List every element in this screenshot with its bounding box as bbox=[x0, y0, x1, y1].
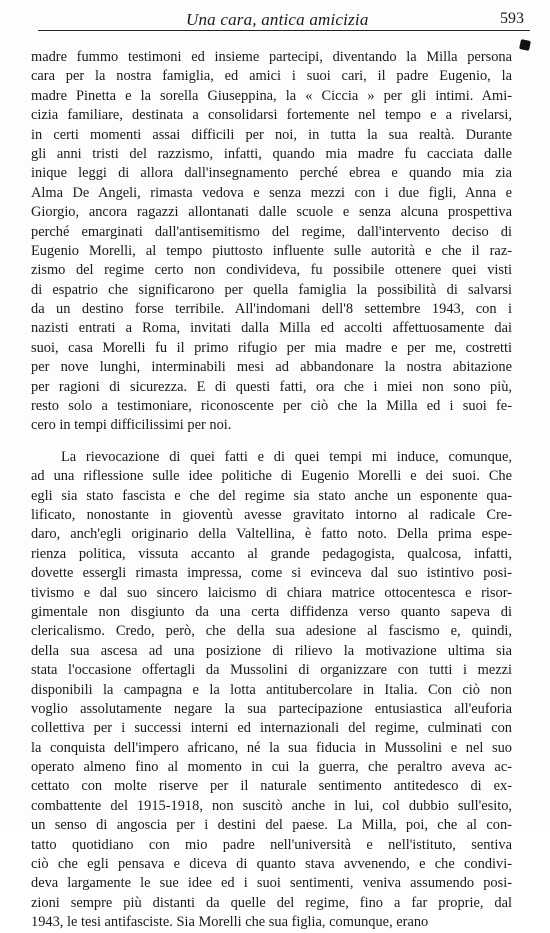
running-title: Una cara, antica amicizia bbox=[186, 10, 369, 29]
text-line: cara per la nostra famiglia, ed amici i suoi cari, il padre Eugenio, la bbox=[31, 68, 512, 85]
text-line: disponibili la campagna e la lotta antitubercolare in Italia. Con ciò non bbox=[31, 681, 512, 698]
text-line: ad una riflessione sulle idee politiche di Eugenio Morelli e dei suoi. Che bbox=[31, 468, 512, 485]
text-line: madre fummo testimoni ed insieme partecipi, diventando la Milla persona bbox=[31, 49, 512, 65]
text-line: operato almeno fino al momento in cui la guerra, che peraltro aveva ac- bbox=[31, 759, 512, 776]
text-line: della sua ascesa ad una posizione di rilievo la motivazione ultima sia bbox=[31, 642, 512, 659]
text-line: Giorgio, ancora ragazzi allontanati dalle scuole e senza alcuna prospettiva bbox=[31, 204, 512, 221]
text-line: tatto quotidiano con mio padre nell'università e nell'istituto, sentiva bbox=[31, 836, 512, 853]
text-line: deva largamente le sue idee ed i suoi sentimenti, veniva assumendo posi- bbox=[31, 875, 512, 892]
text-line: tivismo e dal suo sincero laicismo di chiara matrice ottocentesca e risor- bbox=[31, 584, 512, 601]
text-line: gli anni tristi del razzismo, infatti, quando mia madre fu cacciata dalle bbox=[31, 145, 512, 162]
text-line: voglio assolutamente negare la sua partecipazione entusiastica all'euforia bbox=[31, 700, 512, 717]
body-text bbox=[31, 48, 512, 933]
paragraph bbox=[31, 448, 512, 933]
text-line: di espatrio che significarono per quella famiglia la possibilità di salvarsi bbox=[31, 281, 512, 298]
text-line: zioni sempre più distanti da quelle del regime, fino a far proprie, dal bbox=[31, 894, 512, 911]
text-line: collettiva per i successi interni ed internazionali del regime, culminati con bbox=[31, 720, 512, 737]
text-line: gimentale non disgiunto da una certa diffidenza verso quanto sapeva di bbox=[31, 603, 512, 620]
text-line: da un destino forse terribile. All'indomani dell'8 settembre 1943, con i bbox=[31, 301, 512, 318]
text-line: Eugenio Morelli, al tempo piuttosto influente sulle autorità e che il raz- bbox=[31, 242, 512, 259]
ink-mark bbox=[519, 39, 531, 51]
text-line: clericalismo. Credo, però, che della sua adesione al fascismo e, quindi, bbox=[31, 623, 512, 640]
text-line: inique leggi di allora dall'insegnamento perché ebrea e quando mia zia bbox=[31, 165, 512, 182]
text-line: nazisti entrati a Roma, invitati dalla Milla ed accolti affettuosamente dai bbox=[31, 320, 512, 337]
text-line: madre Pinetta e la sorella Giuseppina, la « Ciccia » per gli intimi. Ami- bbox=[31, 87, 512, 104]
text-line: La rievocazione di quei fatti e di quei tempi mi induce, comunque, bbox=[61, 448, 512, 465]
paragraph-gap bbox=[31, 436, 512, 448]
page-header bbox=[38, 4, 530, 31]
text-line: cizia familiare, destinata a consolidarsi fortemente nel tempo e a rivelarsi, bbox=[31, 107, 512, 124]
text-line: 1943, le tesi antifasciste. Sia Morelli che sua figlia, comunque, erano bbox=[31, 914, 429, 931]
text-line: rienza politica, vissuta accanto al grande pedagogista, qualcosa, infatti, bbox=[31, 545, 512, 562]
text-line: in certi momenti assai difficili per noi, in tutta la sua realtà. Durante bbox=[31, 126, 512, 143]
text-line: per nove lunghi, interminabili mesi ad abbandonare la nostra abitazione bbox=[31, 359, 512, 376]
text-line: combattente del 1915-1918, non suscitò anche in lui, col dubbio sull'esito, bbox=[31, 797, 512, 814]
text-line: lificato, nonostante in gioventù avesse gravitato intorno al radicale Cre- bbox=[31, 506, 512, 523]
text-line: cero in tempi difficilissimi per noi. bbox=[31, 417, 232, 434]
text-line: per ragioni di sicurezza. E di questi fatti, ora che i miei non sono più, bbox=[31, 378, 512, 395]
text-line: dovette essergli rimasta impressa, come si evinceva dal suo istintivo posi- bbox=[31, 565, 512, 582]
text-line: cettato con molte riserve per il naturale sentimento antitedesco di ex- bbox=[31, 778, 512, 795]
text-line: ciò che egli pensava e diceva di quanto stava avvenendo, e che condivi- bbox=[31, 856, 512, 873]
text-line: Alma De Angeli, rimasta vedova e senza mezzi con i due figli, Anna e bbox=[31, 184, 512, 201]
text-line: suoi, casa Morelli fu il primo rifugio per mia madre e per me, costretti bbox=[31, 339, 512, 356]
text-line: zismo del regime certo non condivideva, fu possibile ottenere quei visti bbox=[31, 262, 512, 279]
text-line: resto solo a testimoniare, riconoscente per ciò che la Milla ed i suoi fe- bbox=[31, 398, 512, 415]
text-line: la conquista dell'impero africano, né la sua fiducia in Mussolini e nel suo bbox=[31, 739, 512, 756]
text-line: egli sia stato fascista e che del regime sia stato anche un esponente qua- bbox=[31, 487, 512, 504]
page-number: 593 bbox=[500, 10, 524, 27]
text-line: stata l'occasione offertagli da Mussolini di organizzare con tutti i mezzi bbox=[31, 662, 512, 679]
text-line: perché emarginati dall'antisemitismo del regime, dall'intervento deciso di bbox=[31, 223, 512, 240]
paragraph bbox=[31, 48, 512, 436]
text-line: daro, anch'egli originario della Valtellina, è fatto noto. Della prima espe- bbox=[31, 526, 512, 543]
text-line: un senso di angoscia per i destini del paese. La Milla, poi, che al con- bbox=[31, 817, 512, 834]
